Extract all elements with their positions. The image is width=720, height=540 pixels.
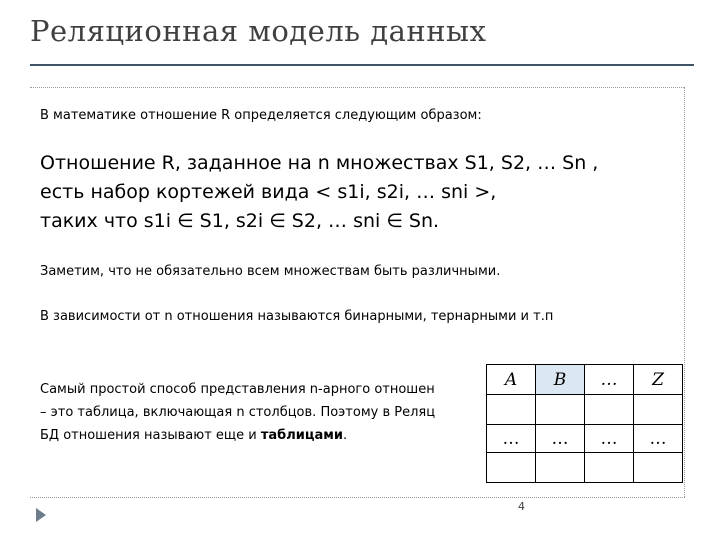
definition-line-2: есть набор кортежей вида < s1i, s2i, … sni >, [40, 181, 497, 203]
table-cell: … [487, 425, 536, 453]
page-number: 4 [518, 500, 525, 513]
note-distinct-sets: Заметим, что не обязательно всем множествам быть различными. [40, 264, 501, 279]
definition-line-3: таких что s1i ∈ S1, s2i ∈ S2, … sni ∈ Sn. [40, 210, 440, 232]
table-cell [634, 395, 683, 425]
table-representation-paragraph [40, 378, 480, 450]
header-cell-z: Z [634, 365, 683, 395]
content-top-border [30, 87, 684, 88]
header-cell-a: A [487, 365, 536, 395]
paragraph-line-2: – это таблица, включающая n столбцов. Поэтому в Реляц [40, 405, 436, 420]
table-row [487, 453, 683, 483]
table-cell: … [585, 425, 634, 453]
title-underline [30, 64, 694, 66]
note-arity: В зависимости от n отношения называются бинарными, тернарными и т.п [40, 309, 554, 324]
table-row-ellipsis [487, 425, 683, 453]
table-cell [536, 453, 585, 483]
intro-text: В математике отношение R определяется следующим образом: [40, 108, 482, 123]
play-arrow-icon [36, 508, 46, 522]
table-header-row [487, 365, 683, 395]
table-cell [585, 395, 634, 425]
table-cell [536, 395, 585, 425]
content-right-border [684, 87, 685, 497]
table-cell [487, 395, 536, 425]
table-cell: … [536, 425, 585, 453]
paragraph-bold-term: таблицами [260, 428, 344, 443]
paragraph-line-3 [40, 424, 480, 447]
table-cell [487, 453, 536, 483]
table-cell [634, 453, 683, 483]
table-row [487, 395, 683, 425]
paragraph-line-3-suffix: . [343, 428, 348, 443]
relation-table [486, 364, 683, 483]
slide-title: Реляционная модель данных [30, 14, 487, 48]
paragraph-line-3-prefix: БД отношения называют еще и [40, 428, 261, 443]
table-cell: … [634, 425, 683, 453]
table-cell [585, 453, 634, 483]
header-cell-ellipsis: … [585, 365, 634, 395]
content-bottom-border [30, 497, 685, 498]
header-cell-b: B [536, 365, 585, 395]
definition-line-1: Отношение R, заданное на n множествах S1, S2, … Sn , [40, 152, 599, 174]
paragraph-line-1: Самый простой способ представления n-арного отношен [40, 382, 435, 397]
